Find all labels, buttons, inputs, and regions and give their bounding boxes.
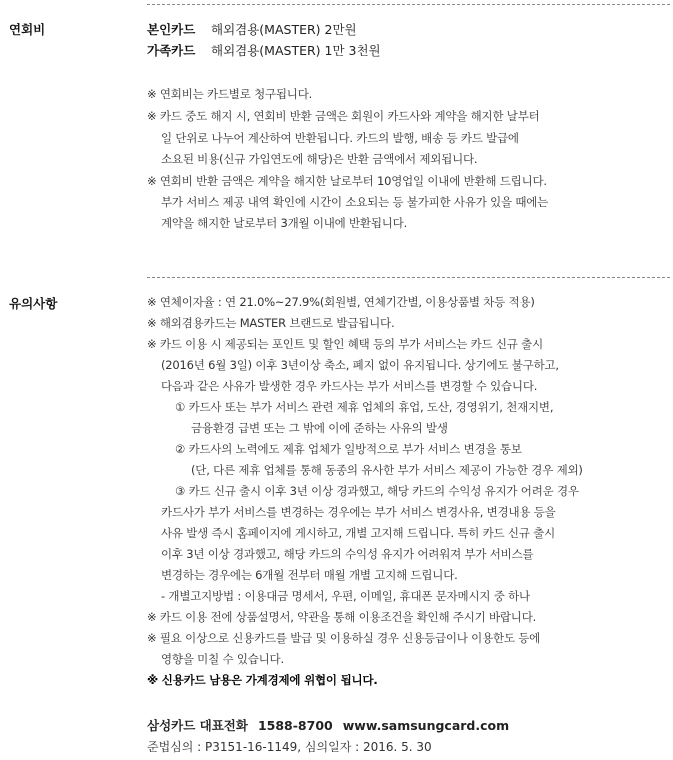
contact-phone: 1588-8700	[257, 718, 333, 733]
fee-note: 부가 서비스 제공 내역 확인에 시간이 소요되는 등 불가피한 사유가 있을 때에는	[161, 195, 549, 209]
fee-note: 일 단위로 나누어 계산하여 반환됩니다. 카드의 발행, 배송 등 카드 발급에	[161, 131, 519, 145]
fee-row-own-card	[147, 20, 357, 38]
caution-line: ※ 해외겸용카드는 MASTER 브랜드로 발급됩니다.	[147, 316, 395, 330]
caution-line: 카드사가 부가 서비스를 변경하는 경우에는 부가 서비스 변경사유, 변경내용 등을	[161, 505, 556, 519]
contact-line	[147, 716, 519, 734]
fee-detail: 해외겸용(MASTER) 2만원	[211, 22, 357, 37]
caution-line: ① 카드사 또는 부가 서비스 관련 제휴 업체의 휴업, 도산, 경영위기, 천재지변,	[175, 400, 554, 414]
credit-warning: ※ 신용카드 남용은 가계경제에 위협이 됩니다.	[147, 673, 378, 687]
fee-note: ※ 카드 중도 해지 시, 연회비 반환 금액은 회원이 카드사와 계약을 해지한 날부터	[147, 109, 540, 123]
fee-section-label: 연회비	[9, 22, 46, 37]
fee-kind: 가족카드	[147, 43, 196, 58]
section-divider	[147, 277, 670, 278]
caution-section-label: 유의사항	[9, 296, 58, 311]
caution-line: 다음과 같은 사유가 발생한 경우 카드사는 부가 서비스를 변경할 수 있습니다.	[161, 379, 538, 393]
contact-label: 삼성카드 대표전화	[147, 718, 248, 733]
contact-website: www.samsungcard.com	[342, 718, 510, 733]
caution-line: (단, 다른 제휴 업체를 통해 동종의 유사한 부가 서비스 제공이 가능한 경우 제외)	[191, 463, 583, 477]
fee-note: ※ 연회비 반환 금액은 계약을 해지한 날로부터 10영업일 이내에 반환해 드립니다.	[147, 174, 547, 188]
caution-line: ③ 카드 신규 출시 이후 3년 이상 경과했고, 해당 카드의 수익성 유지가 어려운 경우	[175, 484, 579, 498]
caution-line: 금융환경 급변 또는 그 밖에 이에 준하는 사유의 발생	[191, 421, 448, 435]
fee-row-family-card	[147, 41, 381, 59]
caution-line: 이후 3년 이상 경과했고, 해당 카드의 수익성 유지가 어려워져 부가 서비스를	[161, 547, 534, 561]
caution-line: ※ 카드 이용 전에 상품설명서, 약관을 통해 이용조건을 확인해 주시기 바랍니다.	[147, 610, 537, 624]
fee-detail: 해외겸용(MASTER) 1만 3천원	[211, 43, 381, 58]
fee-note: 계약을 해지한 날로부터 3개월 이내에 반환됩니다.	[161, 216, 408, 230]
caution-line: 영향을 미칠 수 있습니다.	[161, 652, 284, 666]
caution-line: 사유 발생 즉시 홈페이지에 게시하고, 개별 고지해 드립니다. 특히 카드 신규 출시	[161, 526, 556, 540]
fee-kind: 본인카드	[147, 22, 196, 37]
caution-line: ※ 카드 이용 시 제공되는 포인트 및 할인 혜택 등의 부가 서비스는 카드 신규 출시	[147, 337, 543, 351]
caution-line: ※ 필요 이상으로 신용카드를 발급 및 이용하실 경우 신용등급이나 이용한도 등에	[147, 631, 541, 645]
caution-line: (2016년 6월 3일) 이후 3년이상 축소, 폐지 없이 유지됩니다. 상기에도 불구하고,	[161, 358, 559, 372]
caution-line: - 개별고지방법 : 이용대금 명세서, 우편, 이메일, 휴대폰 문자메시지 중 하나	[161, 589, 530, 603]
approval-info: 준법심의 : P3151-16-1149, 심의일자 : 2016. 5. 30	[147, 740, 432, 754]
fee-note: 소요된 비용(신규 가입연도에 해당)은 반환 금액에서 제외됩니다.	[161, 152, 478, 166]
fee-note: ※ 연회비는 카드별로 청구됩니다.	[147, 87, 313, 101]
caution-line: 변경하는 경우에는 6개월 전부터 매월 개별 고지해 드립니다.	[161, 568, 458, 582]
caution-line: ② 카드사의 노력에도 제휴 업체가 일방적으로 부가 서비스 변경을 통보	[175, 442, 522, 456]
caution-line: ※ 연체이자율 : 연 21.0%~27.9%(회원별, 연체기간별, 이용상품별 차등 적용)	[147, 295, 535, 309]
top-divider	[147, 4, 670, 5]
